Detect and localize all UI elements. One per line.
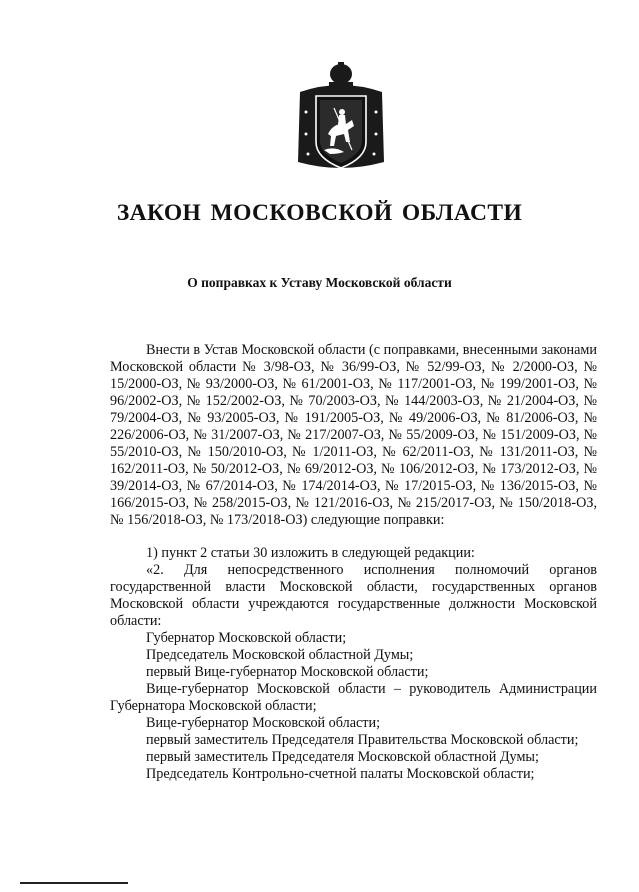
document-body <box>110 342 597 783</box>
position-item: первый Вице-губернатор Московской области; <box>146 664 429 680</box>
document-subtitle: О поправках к Уставу Московской области <box>187 275 452 290</box>
document-title: ЗАКОН МОСКОВСКОЙ ОБЛАСТИ <box>116 200 523 226</box>
position-item: Вице-губернатор Московской области; <box>146 715 381 731</box>
intro-paragraph: Внести в Устав Московской области (с поправками, внесенными законами Московской области № 3/98-ОЗ, № 36/99-ОЗ, № 52/99-ОЗ, № 2/2000-ОЗ, № 15/2000-ОЗ, № 93/2000-ОЗ, № 61/2001-ОЗ, № 117/2001-ОЗ, № 199/2001-ОЗ, № 96/2002-ОЗ, № 152/2002-ОЗ, № 70/2003-ОЗ, № 144/2003-ОЗ, № 21/2004-ОЗ, № 79/2004-ОЗ, № 93/2005-ОЗ, № 191/2005-ОЗ, № 49/2006-ОЗ, № 81/2006-ОЗ, № 226/2006-ОЗ, № 31/2007-ОЗ, № 217/2007-ОЗ, № 55/2009-ОЗ, № 151/2009-ОЗ, № 55/2010-ОЗ, № 150/2010-ОЗ, № 1/2011-ОЗ, № 62/2011-ОЗ, № 131/2011-ОЗ, № 162/2011-ОЗ, № 50/2012-ОЗ, № 69/2012-ОЗ, № 106/2012-ОЗ, № 173/2012-ОЗ, № 39/2014-ОЗ, № 67/2014-ОЗ, № 174/2014-ОЗ, № 17/2015-ОЗ, № 136/2015-ОЗ, № 166/2015-ОЗ, № 258/2015-ОЗ, № 121/2016-ОЗ, № 215/2017-ОЗ, № 150/2018-ОЗ, № 156/2018-ОЗ, № 173/2018-ОЗ) следующие поправки: <box>110 342 597 528</box>
position-item: первый заместитель Председателя Правительства Московской области; <box>146 732 579 748</box>
position-item: Председатель Московской областной Думы; <box>146 647 414 663</box>
coat-of-arms-icon <box>294 62 388 180</box>
position-item: Губернатор Московской области; <box>146 630 347 646</box>
position-item: Вице-губернатор Московской области – руководитель Администрации Губернатора Московской области; <box>110 681 597 714</box>
clause-2-text: «2. Для непосредственного исполнения полномочий органов государственной власти Московской области, государственных органов Московской области учреждаются государственные должности Московской области: <box>110 562 597 629</box>
item-1: 1) пункт 2 статьи 30 изложить в следующей редакции: <box>146 545 475 561</box>
footer-rule <box>20 882 128 884</box>
position-item: первый заместитель Председателя Московской областной Думы; <box>146 749 539 765</box>
position-item: Председатель Контрольно-счетной палаты Московской области; <box>146 766 535 782</box>
